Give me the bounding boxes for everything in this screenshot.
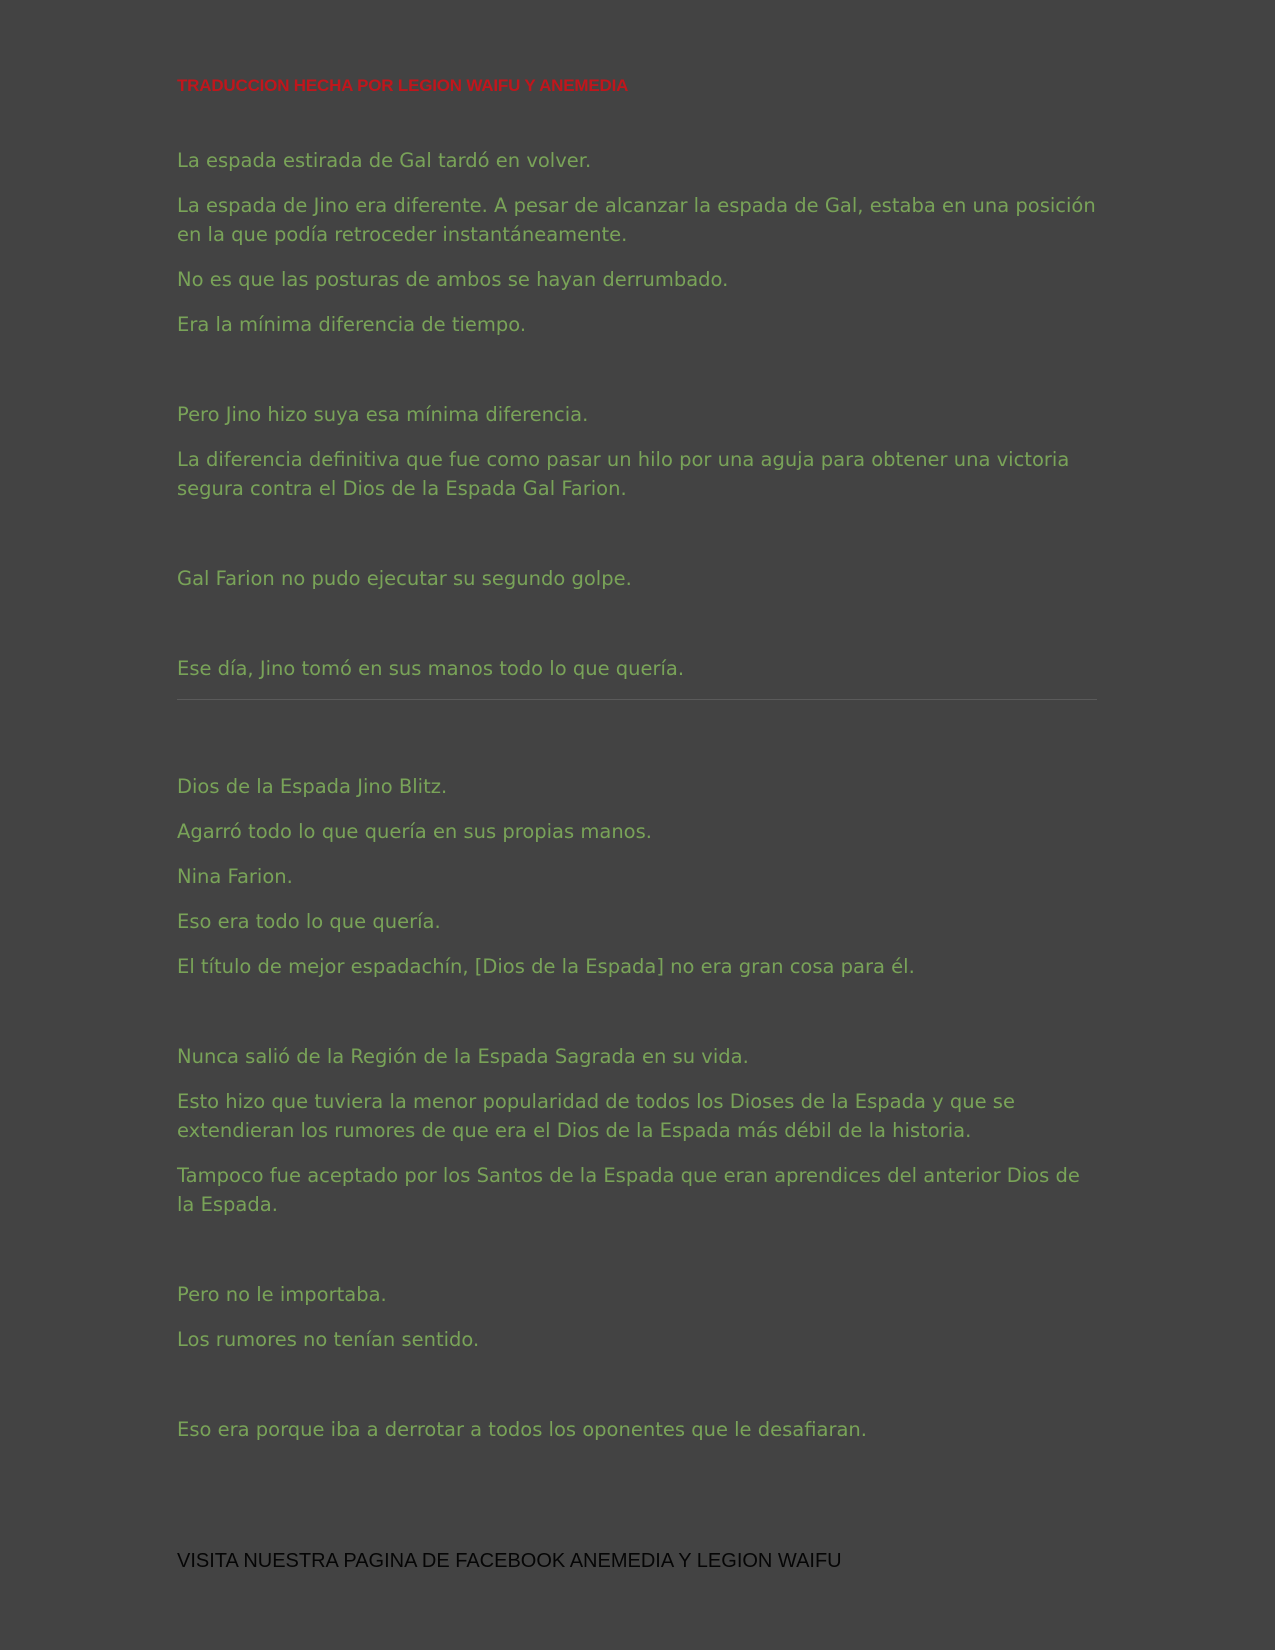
paragraph: Dios de la Espada Jino Blitz. (177, 775, 448, 798)
paragraph: Pero Jino hizo suya esa mínima diferencia. (177, 403, 589, 426)
facebook-promo-note: VISITA NUESTRA PAGINA DE FACEBOOK ANEMEDIA Y LEGION WAIFU (177, 1550, 842, 1572)
paragraph: Agarró todo lo que quería en sus propias manos. (177, 820, 652, 843)
paragraph: Gal Farion no pudo ejecutar su segundo golpe. (177, 567, 632, 590)
paragraph-spacer (177, 609, 1097, 654)
paragraph: Tampoco fue aceptado por los Santos de la Espada que eran aprendices del anterior Dios de la Espada. (177, 1164, 1080, 1216)
translation-credit: TRADUCCION HECHA POR LEGION WAIFU Y ANEMEDIA (177, 76, 629, 95)
document-page (177, 0, 1097, 1650)
paragraph: Era la mínima diferencia de tiempo. (177, 313, 527, 336)
paragraph-spacer (177, 519, 1097, 564)
paragraph: No es que las posturas de ambos se hayan derrumbado. (177, 268, 729, 291)
paragraph: El título de mejor espadachín, [Dios de la Espada] no era gran cosa para él. (177, 955, 915, 978)
paragraph: La espada de Jino era diferente. A pesar de alcanzar la espada de Gal, estaba en una posición en la que podía retroceder instantáneamente. (177, 194, 1096, 246)
paragraph-spacer (177, 1235, 1097, 1280)
paragraph: Nunca salió de la Región de la Espada Sagrada en su vida. (177, 1045, 749, 1068)
section-divider (177, 699, 1097, 700)
paragraph: Eso era todo lo que quería. (177, 910, 441, 933)
paragraph-spacer (177, 355, 1097, 400)
paragraph-spacer (177, 997, 1097, 1042)
document-body (177, 146, 1097, 1460)
paragraph: Nina Farion. (177, 865, 293, 888)
paragraph: La espada estirada de Gal tardó en volver. (177, 149, 592, 172)
paragraph: Eso era porque iba a derrotar a todos los oponentes que le desafiaran. (177, 1418, 867, 1441)
paragraph: Esto hizo que tuviera la menor popularidad de todos los Dioses de la Espada y que se extendieran los rumores de que era el Dios de la Espada más débil de la historia. (177, 1090, 1015, 1142)
paragraph-spacer (177, 1370, 1097, 1415)
paragraph: La diferencia definitiva que fue como pasar un hilo por una aguja para obtener una victoria segura contra el Dios de la Espada Gal Farion. (177, 448, 1070, 500)
paragraph: Los rumores no tenían sentido. (177, 1328, 480, 1351)
paragraph: Ese día, Jino tomó en sus manos todo lo que quería. (177, 657, 685, 680)
paragraph: Pero no le importaba. (177, 1283, 387, 1306)
